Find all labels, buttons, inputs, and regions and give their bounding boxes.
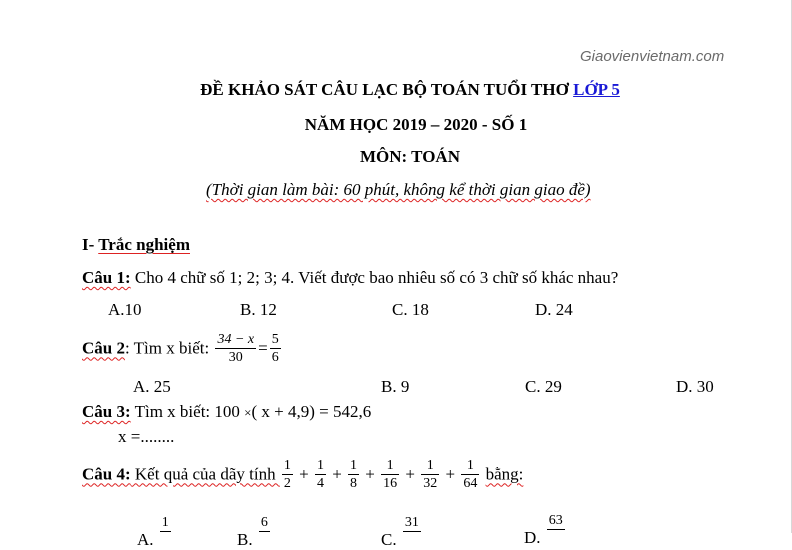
- q4-option-fraction: [259, 515, 270, 532]
- q1-option-c: C. 18: [392, 300, 429, 319]
- q4-option-letter: A.: [137, 530, 154, 549]
- q4-fraction-numerator: 1: [381, 458, 399, 475]
- question-3-answer: x =........: [118, 427, 175, 446]
- exam-title-text: ĐỀ KHẢO SÁT CÂU LẠC BỘ TOÁN TUỔI THƠ: [200, 80, 574, 99]
- q4-fraction-numerator: 1: [316, 458, 324, 473]
- q4-fraction: [282, 458, 293, 493]
- q1-option-d: D. 24: [535, 300, 573, 319]
- q4-option-a: [137, 512, 173, 550]
- q4-fraction: [461, 458, 479, 493]
- plus-sign: +: [332, 464, 342, 484]
- question-2-label: Câu 2: [82, 338, 125, 358]
- q2-option-b: B. 9: [381, 377, 410, 396]
- q2-equals: =: [258, 338, 268, 358]
- q4-fraction-numerator: 1: [461, 458, 479, 475]
- q4-fraction-denominator: 16: [383, 476, 398, 491]
- school-year: NĂM HỌC 2019 – 2020 - SỐ 1: [304, 115, 528, 134]
- q4-fraction-numerator: 1: [350, 458, 358, 473]
- q4-fraction-denominator: 64: [463, 476, 478, 491]
- q4-fraction: [315, 458, 326, 493]
- q4-option-fraction: [547, 513, 565, 530]
- question-4-tail: bằng:: [485, 464, 524, 484]
- q2-left-numerator: 34 − x: [217, 332, 255, 347]
- q4-option-numerator: 6: [260, 514, 268, 530]
- q4-fraction-numerator: 1: [421, 458, 439, 475]
- question-4: [82, 458, 523, 493]
- q2-left-denominator: 30: [228, 350, 243, 365]
- q4-fraction-denominator: 8: [350, 476, 358, 491]
- question-1-text: Cho 4 chữ số 1; 2; 3; 4. Viết được bao nhiêu số có 3 chữ số khác nhau?: [130, 268, 619, 287]
- question-3-label: Câu 3:: [82, 402, 131, 421]
- watermark: Giaovienvietnam.com: [580, 48, 725, 65]
- q4-option-letter: C.: [381, 530, 397, 549]
- q2-right-denominator: 6: [271, 350, 279, 365]
- time-note-text: (Thời gian làm bài: 60 phút, không kể thời gian giao đề): [206, 180, 591, 199]
- q4-option-b: [237, 512, 272, 550]
- q2-right-numerator: 5: [271, 332, 279, 347]
- plus-sign: +: [299, 464, 309, 484]
- section-heading: [82, 235, 190, 255]
- q4-option-numerator: 1: [161, 514, 169, 530]
- section-title: Trắc nghiệm: [98, 235, 190, 254]
- time-note: [206, 180, 591, 200]
- q4-fraction: [381, 458, 399, 493]
- q4-fraction-denominator: 32: [423, 476, 438, 491]
- times-sign: ×: [244, 405, 252, 420]
- exam-title: [0, 80, 792, 100]
- q4-fraction-denominator: 4: [316, 476, 324, 491]
- question-1-label: Câu 1:: [82, 268, 131, 287]
- q4-fraction: [348, 458, 359, 493]
- question-3: [82, 402, 371, 422]
- q4-option-d: [524, 510, 567, 548]
- q4-fraction-numerator: 1: [283, 458, 291, 473]
- q4-option-numerator: 63: [548, 512, 563, 528]
- subject-title: MÔN: TOÁN: [360, 147, 460, 166]
- question-3-text: Tìm x biết: 100: [130, 402, 245, 421]
- question-4-text: Kết quả của dãy tính: [130, 464, 280, 484]
- q2-option-c: C. 29: [525, 377, 562, 396]
- q4-fraction-denominator: 2: [283, 476, 291, 491]
- section-number: I-: [82, 235, 99, 254]
- plus-sign: +: [405, 464, 415, 484]
- q4-option-fraction: [403, 515, 421, 532]
- q2-option-d: D. 30: [676, 377, 714, 396]
- q4-option-numerator: 31: [404, 514, 419, 530]
- q2-fraction-left: [215, 332, 256, 367]
- q4-option-c: [381, 512, 423, 550]
- question-3-text-2: ( x + 4,9) = 542,6: [251, 402, 372, 421]
- question-2-text: : Tìm x biết:: [124, 338, 214, 358]
- q4-option-letter: D.: [524, 528, 541, 547]
- q4-fraction: [421, 458, 439, 493]
- q2-option-a: A. 25: [133, 377, 171, 396]
- question-2: [82, 332, 283, 367]
- q2-fraction-right: [270, 332, 281, 367]
- q1-option-a: A.10: [108, 300, 142, 319]
- question-1: [82, 268, 618, 288]
- q1-option-b: B. 12: [240, 300, 277, 319]
- q4-option-fraction: [160, 515, 171, 532]
- question-4-label: Câu 4:: [82, 464, 131, 484]
- plus-sign: +: [445, 464, 456, 484]
- grade-link[interactable]: LỚP 5: [573, 80, 620, 99]
- plus-sign: +: [365, 464, 375, 484]
- q4-option-letter: B.: [237, 530, 253, 549]
